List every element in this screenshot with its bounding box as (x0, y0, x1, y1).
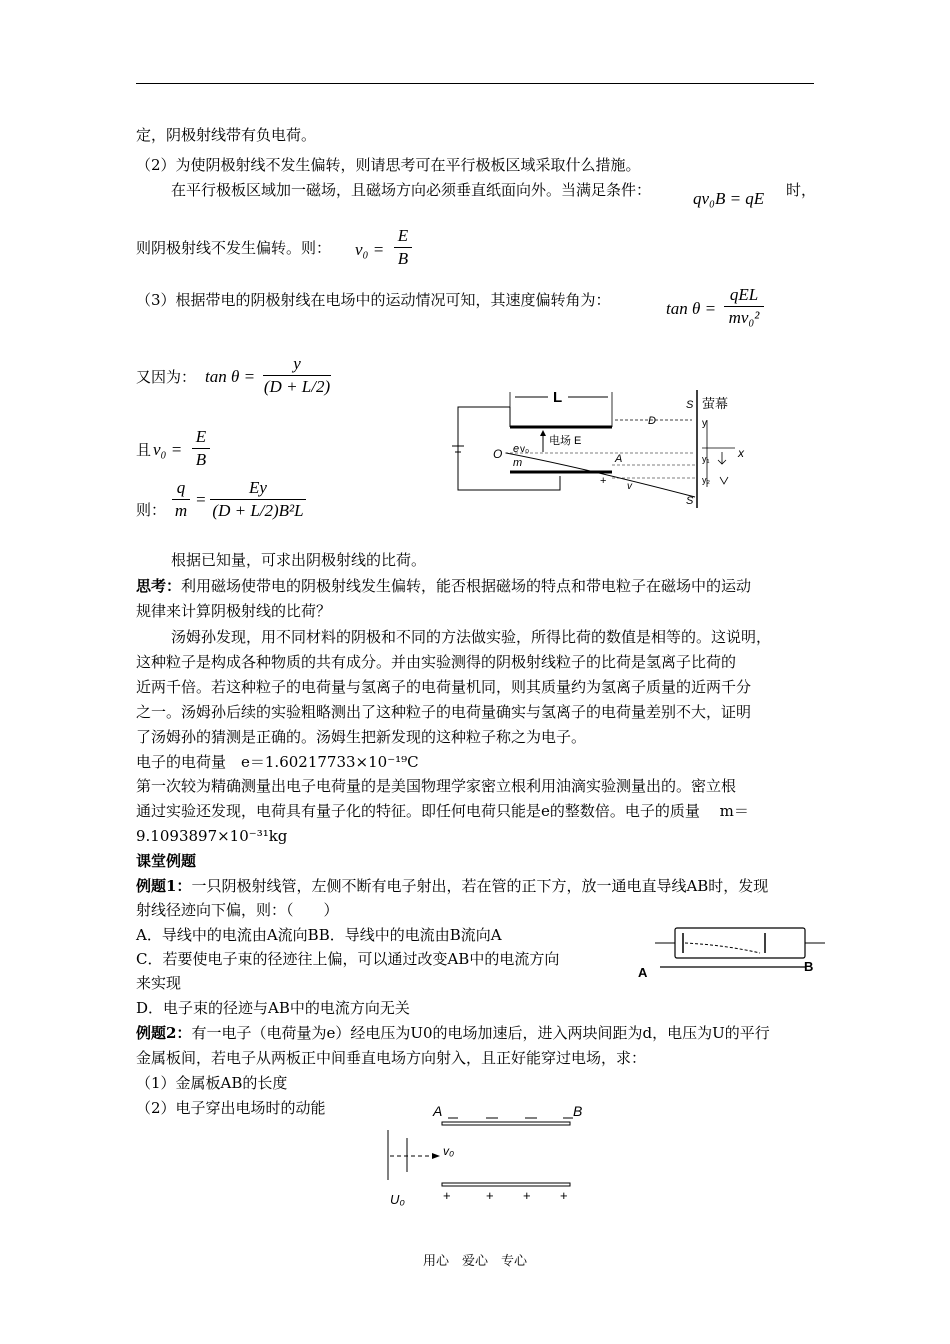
fraction-v0b: E B (192, 427, 210, 470)
fraction-qm: q m (172, 478, 190, 521)
question-1: （1）金属板AB的长度 (136, 1074, 288, 1092)
label-S-bottom: S (686, 495, 694, 507)
text-line: 了汤姆孙的猜测是正确的。汤姆生把新发现的这种粒子称之为电子。 (136, 728, 587, 746)
formula-condition: qv₀B = qE (693, 189, 765, 208)
option-d: D．电子束的径迹与AB中的电流方向无关 (136, 999, 410, 1017)
label-v: v (627, 481, 632, 492)
label-m: m (513, 457, 523, 469)
parallel-plates-diagram (380, 1100, 590, 1210)
text-line: 时， (786, 181, 817, 199)
text-line: 则： (136, 501, 167, 519)
label-v0: v₀ (520, 444, 530, 455)
label-y1: y₁ (702, 454, 710, 464)
formula-lhs: tan θ = (205, 367, 256, 386)
question-2: （2）电子穿出电场时的动能 (136, 1099, 326, 1117)
text-line: 来实现 (136, 974, 182, 992)
label-A: A (615, 453, 623, 465)
label-e: e (513, 443, 520, 455)
plus-sign: + (486, 1188, 494, 1203)
label-screen: 萤幕 (702, 396, 729, 411)
label-L: L (553, 389, 563, 406)
deflection-diagram (440, 382, 770, 517)
formula-eq: = (195, 490, 207, 509)
text-line: 且 (136, 441, 152, 459)
label-S-top: S (686, 399, 694, 411)
text-line: 汤姆孙发现，用不同材料的阴极和不同的方法做实验，所得比荷的数值是相等的。这说明， (171, 628, 772, 646)
text-line: 之一。汤姆孙后续的实验粗略测出了这种粒子的电荷量确实与氢离子的电荷量差别不大，证明 (136, 703, 752, 721)
text-line: 9.1093897×10⁻³¹kg (136, 827, 288, 845)
label-y-axis: y (702, 418, 707, 429)
text-line: 第一次较为精确测量出电子电荷量的是美国物理学家密立根利用油滴实验测量出的。密立根 (136, 777, 737, 795)
fraction-tan: qEL mv₀² (724, 285, 764, 328)
text-line: 则阴极射线不发生偏转。则： (136, 239, 332, 257)
label-O: O (493, 447, 503, 461)
label-wire-B: B (804, 959, 814, 974)
label-field: 电场 E (549, 435, 582, 447)
formula-lhs: v₀ = (153, 440, 183, 459)
header-rule (136, 83, 814, 84)
text-line: （3）根据带电的阴极射线在电场中的运动情况可知，其速度偏转角为： (136, 291, 611, 309)
label-y2: y₂ (702, 475, 710, 485)
label-plus: + (600, 475, 607, 487)
text-line: 根据已知量，可求出阴极射线的比荷。 (171, 551, 427, 569)
fraction-qm-right: Ey (D + L/2)B²L (210, 478, 306, 521)
text-line: 射线径迹向下偏，则：（ ） (136, 901, 339, 919)
text-line: 金属板间，若电子从两板正中间垂直电场方向射入，且正好能穿过电场，求： (136, 1049, 647, 1067)
text-line: 电子的电荷量 e＝1.60217733×10⁻¹⁹C (136, 753, 419, 771)
label-D: D (648, 415, 656, 427)
text-line: 通过实验还发现，电荷具有量子化的特征。即任何电荷只能是e的整数倍。电子的质量 m＝ (136, 802, 749, 820)
text-line: 又因为： (136, 368, 197, 386)
page-footer: 用心 爱心 专心 (422, 1254, 527, 1269)
text-line: 这种粒子是构成各种物质的共有成分。并由实验测得的阴极射线粒子的比荷是氢离子比荷的 (136, 653, 737, 671)
plus-sign: + (443, 1188, 451, 1203)
label-wire-A: A (638, 965, 648, 980)
label-x-axis: x (738, 446, 744, 460)
think-paragraph: 思考：利用磁场使带电的阴极射线发生偏转，能否根据磁场的特点和带电粒子在磁场中的运动 (136, 577, 752, 595)
label-v0: v₀ (443, 1144, 455, 1158)
example-1: 例题1：一只阴极射线管，左侧不断有电子射出，若在管的正下方，放一通电直导线AB时，发现 (136, 877, 769, 895)
label-plate-A: A (433, 1103, 443, 1119)
example-2: 例题2：有一电子（电荷量为e）经电压为U0的电场加速后，进入两块间距为d，电压为U的平行 (136, 1024, 770, 1042)
label-U0: U₀ (390, 1192, 405, 1207)
text-line: 在平行极板区域加一磁场，且磁场方向必须垂直纸面向外。当满足条件： (171, 181, 652, 199)
option-a: A．导线中的电流由A流向BB．导线中的电流由B流向A (136, 926, 502, 944)
text-line: （2）为使阴极射线不发生偏转，则请思考可在平行极板区域采取什么措施。 (136, 156, 641, 174)
tube-wire-diagram (630, 925, 830, 980)
text-line: 规律来计算阴极射线的比荷？ (136, 602, 332, 620)
label-plate-B: B (573, 1103, 583, 1119)
fraction-tan2: y (D + L/2) (263, 354, 331, 396)
text-line: 近两千倍。若这种粒子的电荷量与氢离子的电荷量机同，则其质量约为氢离子质量的近两千分 (136, 678, 752, 696)
text-line: 定，阴极射线带有负电荷。 (136, 126, 317, 144)
section-heading: 课堂例题 (136, 852, 197, 870)
formula-lhs: tan θ = (666, 299, 717, 318)
option-c: C．若要使电子束的径迹往上偏，可以通过改变AB中的电流方向 (136, 950, 560, 968)
formula-lhs: v₀ = (355, 240, 385, 259)
plus-sign: + (523, 1188, 531, 1203)
fraction-v0: E B (394, 226, 412, 269)
plus-sign: + (560, 1188, 568, 1203)
